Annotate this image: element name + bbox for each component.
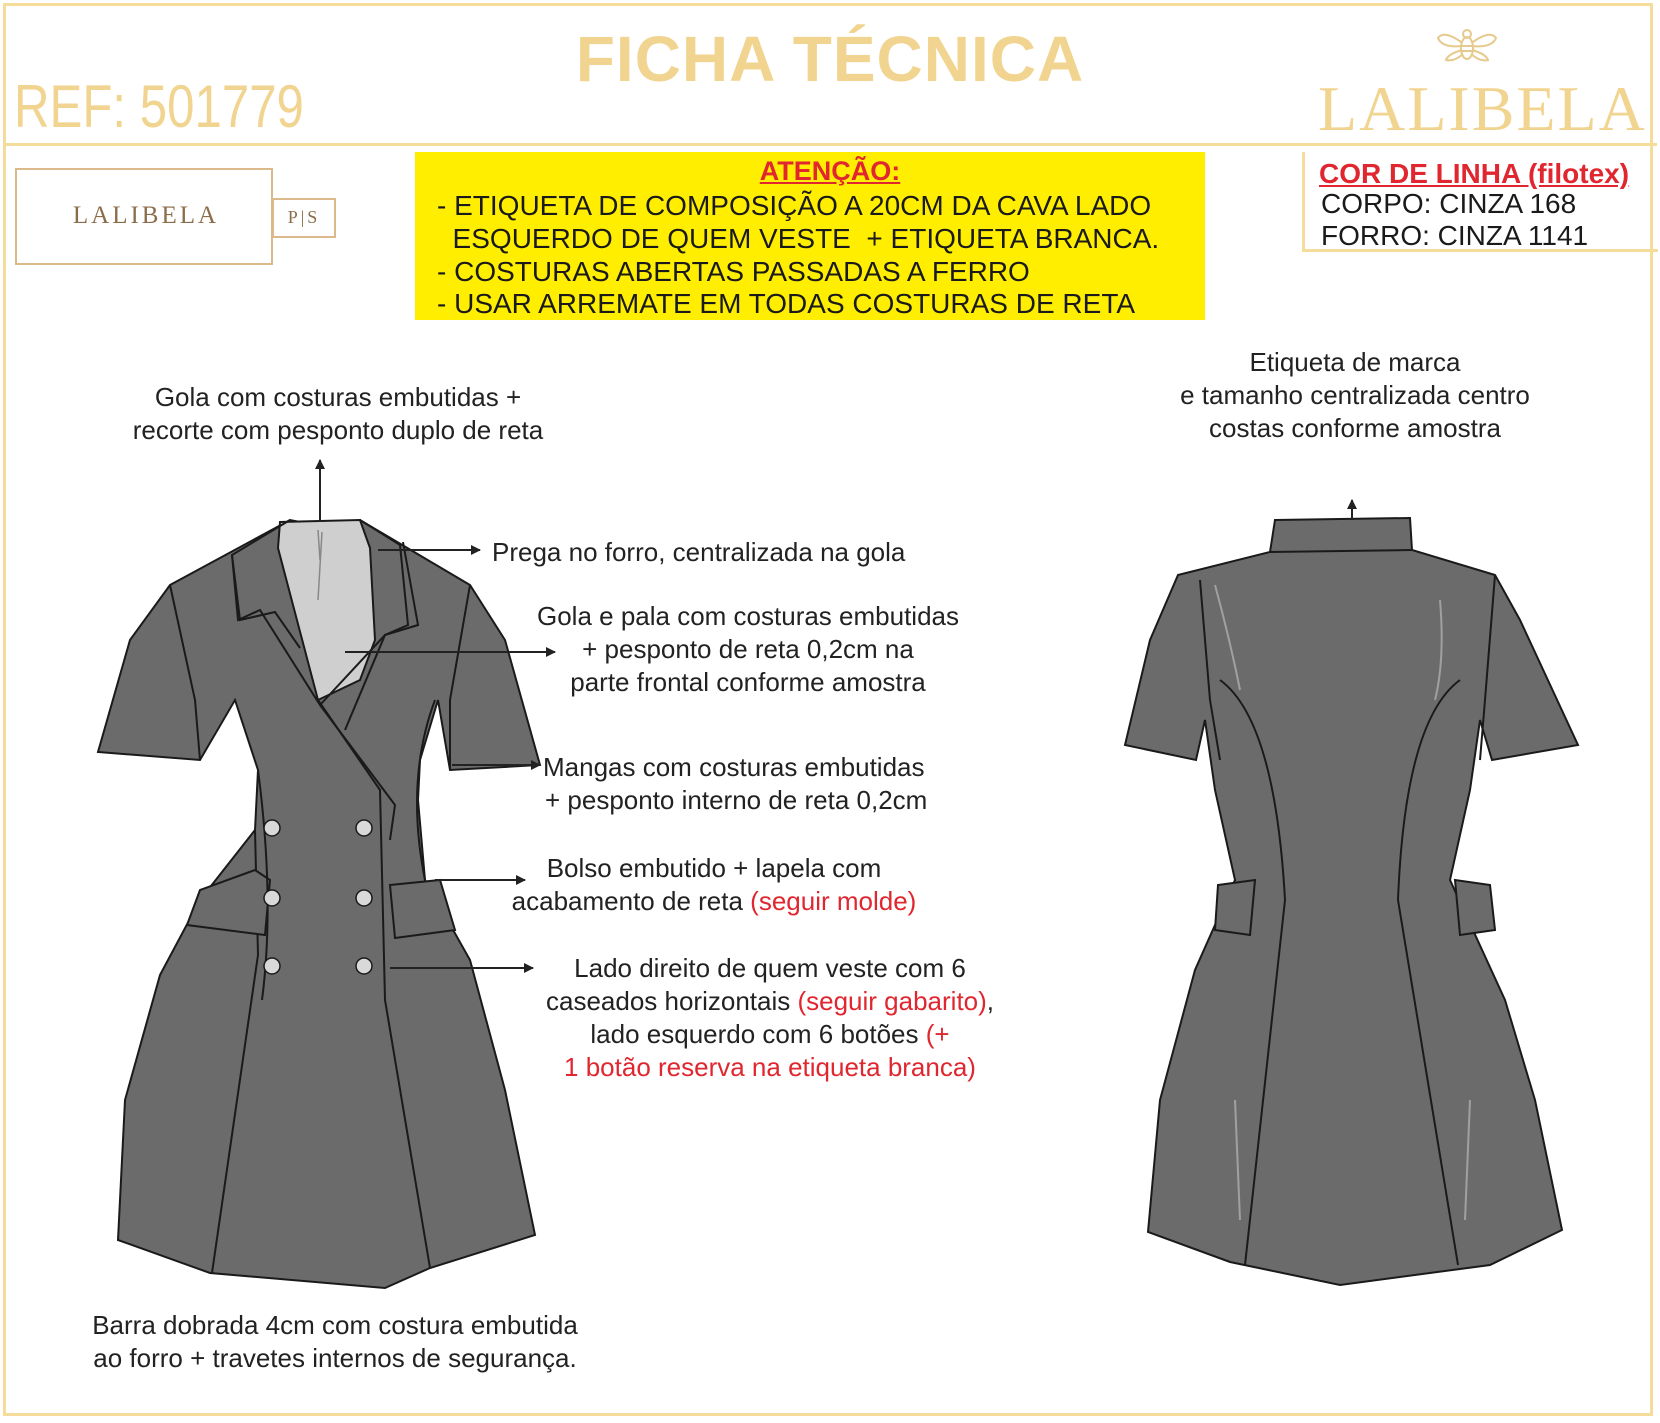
hem-note: Barra dobrada 4cm com costura embutida ao forro + travetes internos de segurança. — [92, 1310, 578, 1373]
yoke-note: Gola e pala com costuras embutidas + pesponto de reta 0,2cm na parte frontal conforme amostra — [537, 601, 959, 697]
thread-color-line: CORPO: CINZA 168 — [1321, 188, 1577, 219]
attention-line: ESQUERDO DE QUEM VESTE + ETIQUETA BRANCA. — [437, 223, 1160, 254]
attention-line: - USAR ARREMATE EM TODAS COSTURAS DE RETA — [437, 288, 1136, 319]
pleat-note: Prega no forro, centralizada na gola — [492, 537, 906, 567]
buttons-note: Lado direito de quem veste com 6 caseados horizontais (seguir gabarito), lado esquerdo com 6 botões (+ 1 botão reserva na etiqueta branca) — [545, 953, 995, 1082]
brand-label-text: LALIBELA — [72, 202, 220, 229]
page-title: FICHA TÉCNICA — [575, 23, 1085, 95]
attention-line: - ETIQUETA DE COMPOSIÇÃO A 20CM DA CAVA LADO — [437, 190, 1152, 221]
attention-line: - COSTURAS ABERTAS PASSADAS A FERRO — [437, 256, 1030, 287]
brand-logo-text: LALIBELA — [1318, 73, 1647, 144]
sleeves-note: Mangas com costuras embutidas + pesponto interno de reta 0,2cm — [543, 752, 928, 815]
back-dress-drawing — [1125, 518, 1578, 1285]
back-label-note: Etiqueta de marca e tamanho centralizada centro costas conforme amostra — [1180, 347, 1530, 443]
thread-color-line: FORRO: CINZA 1141 — [1321, 220, 1589, 251]
size-label-tag: P|S — [272, 198, 336, 238]
collar-note: Gola com costuras embutidas + recorte com pesponto duplo de reta — [132, 382, 544, 445]
attention-heading: ATENÇÃO: — [759, 156, 901, 186]
thread-color-heading: COR DE LINHA (filotex) — [1319, 158, 1630, 189]
reference-number: REF: 501779 — [14, 73, 304, 140]
front-dress-drawing — [98, 520, 540, 1288]
pocket-note: Bolso embutido + lapela com acabamento de reta (seguir molde) — [511, 853, 917, 916]
